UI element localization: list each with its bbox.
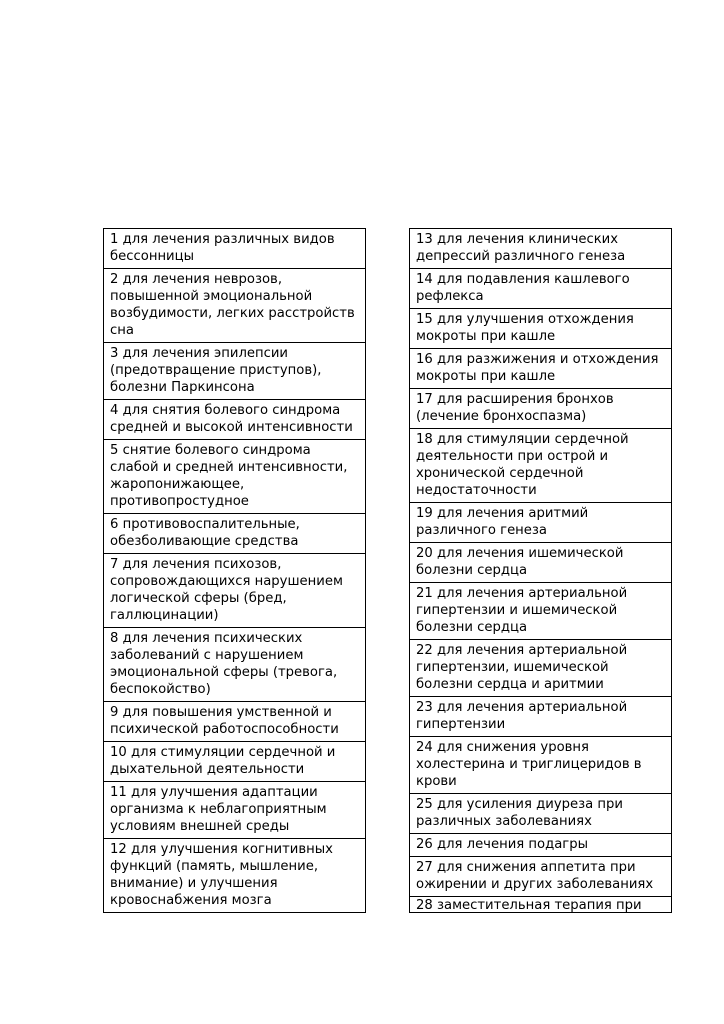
table-row: [104, 440, 366, 514]
table-cell: 19 для лечения аритмий различного генеза: [410, 503, 672, 543]
table-cell: 20 для лечения ишемической болезни сердца: [410, 543, 672, 583]
table-cell: 24 для снижения уровня холестерина и триглицеридов в крови: [410, 737, 672, 794]
table-row: [410, 309, 672, 349]
left-indications-table: [103, 228, 366, 913]
table-cell: 27 для снижения аппетита при ожирении и других заболеваниях: [410, 857, 672, 897]
table-row: [410, 429, 672, 503]
table-row: [410, 834, 672, 857]
table-row: [104, 269, 366, 343]
table-row: [104, 702, 366, 742]
table-row: [104, 782, 366, 839]
table-cell: 6 противовоспалительные, обезболивающие средства: [104, 514, 366, 554]
table-row: [410, 269, 672, 309]
table-cell: 3 для лечения эпилепсии (предотвращение приступов), болезни Паркинсона: [104, 343, 366, 400]
table-cell: 4 для снятия болевого синдрома средней и высокой интенсивности: [104, 400, 366, 440]
table-cell: 12 для улучшения когнитивных функций (память, мышление, внимание) и улучшения кровоснабжения мозга: [104, 839, 366, 913]
table-row: [410, 737, 672, 794]
table-cell: 16 для разжижения и отхождения мокроты при кашле: [410, 349, 672, 389]
right-indications-table: [409, 228, 672, 913]
table-cell: 11 для улучшения адаптации организма к неблагоприятным условиям внешней среды: [104, 782, 366, 839]
table-row: [104, 839, 366, 913]
table-row: [410, 389, 672, 429]
table-cell: 2 для лечения неврозов, повышенной эмоциональной возбудимости, легких расстройств сна: [104, 269, 366, 343]
table-cell: 9 для повышения умственной и психической работоспособности: [104, 702, 366, 742]
table-cell: 23 для лечения артериальной гипертензии: [410, 697, 672, 737]
table-cell: 18 для стимуляции сердечной деятельности при острой и хронической сердечной недостаточности: [410, 429, 672, 503]
table-cell: 17 для расширения бронхов (лечение бронхоспазма): [410, 389, 672, 429]
table-row: [410, 640, 672, 697]
table-cell: 15 для улучшения отхождения мокроты при кашле: [410, 309, 672, 349]
table-row: [104, 514, 366, 554]
table-row: [104, 742, 366, 782]
table-row: [410, 897, 672, 913]
table-row: [410, 583, 672, 640]
table-cell: 21 для лечения артериальной гипертензии и ишемической болезни сердца: [410, 583, 672, 640]
table-cell: 7 для лечения психозов, сопровождающихся нарушением логической сферы (бред, галлюцинации): [104, 554, 366, 628]
table-row: [104, 554, 366, 628]
table-cell-text: 28 заместительная терапия при: [416, 898, 642, 912]
table-row: [410, 349, 672, 389]
table-row: [410, 697, 672, 737]
table-cell: 5 снятие болевого синдрома слабой и средней интенсивности, жаропонижающее, противопростудное: [104, 440, 366, 514]
table-row: [104, 400, 366, 440]
table-cell: 14 для подавления кашлевого рефлекса: [410, 269, 672, 309]
table-row: [104, 628, 366, 702]
table-row: [410, 503, 672, 543]
table-cell: 8 для лечения психических заболеваний с нарушением эмоциональной сферы (тревога, беспокойство): [104, 628, 366, 702]
table-cell: 26 для лечения подагры: [410, 834, 672, 857]
table-row: [410, 229, 672, 269]
table-row: [104, 229, 366, 269]
table-row: [410, 794, 672, 834]
table-row: [104, 343, 366, 400]
table-cell: [410, 897, 672, 913]
table-cell: 10 для стимуляции сердечной и дыхательной деятельности: [104, 742, 366, 782]
table-cell: 13 для лечения клинических депрессий различного генеза: [410, 229, 672, 269]
table-cell: 1 для лечения различных видов бессонницы: [104, 229, 366, 269]
table-cell: 25 для усиления диуреза при различных заболеваниях: [410, 794, 672, 834]
table-row: [410, 543, 672, 583]
table-cell: 22 для лечения артериальной гипертензии, ишемической болезни сердца и аритмии: [410, 640, 672, 697]
table-row: [410, 857, 672, 897]
